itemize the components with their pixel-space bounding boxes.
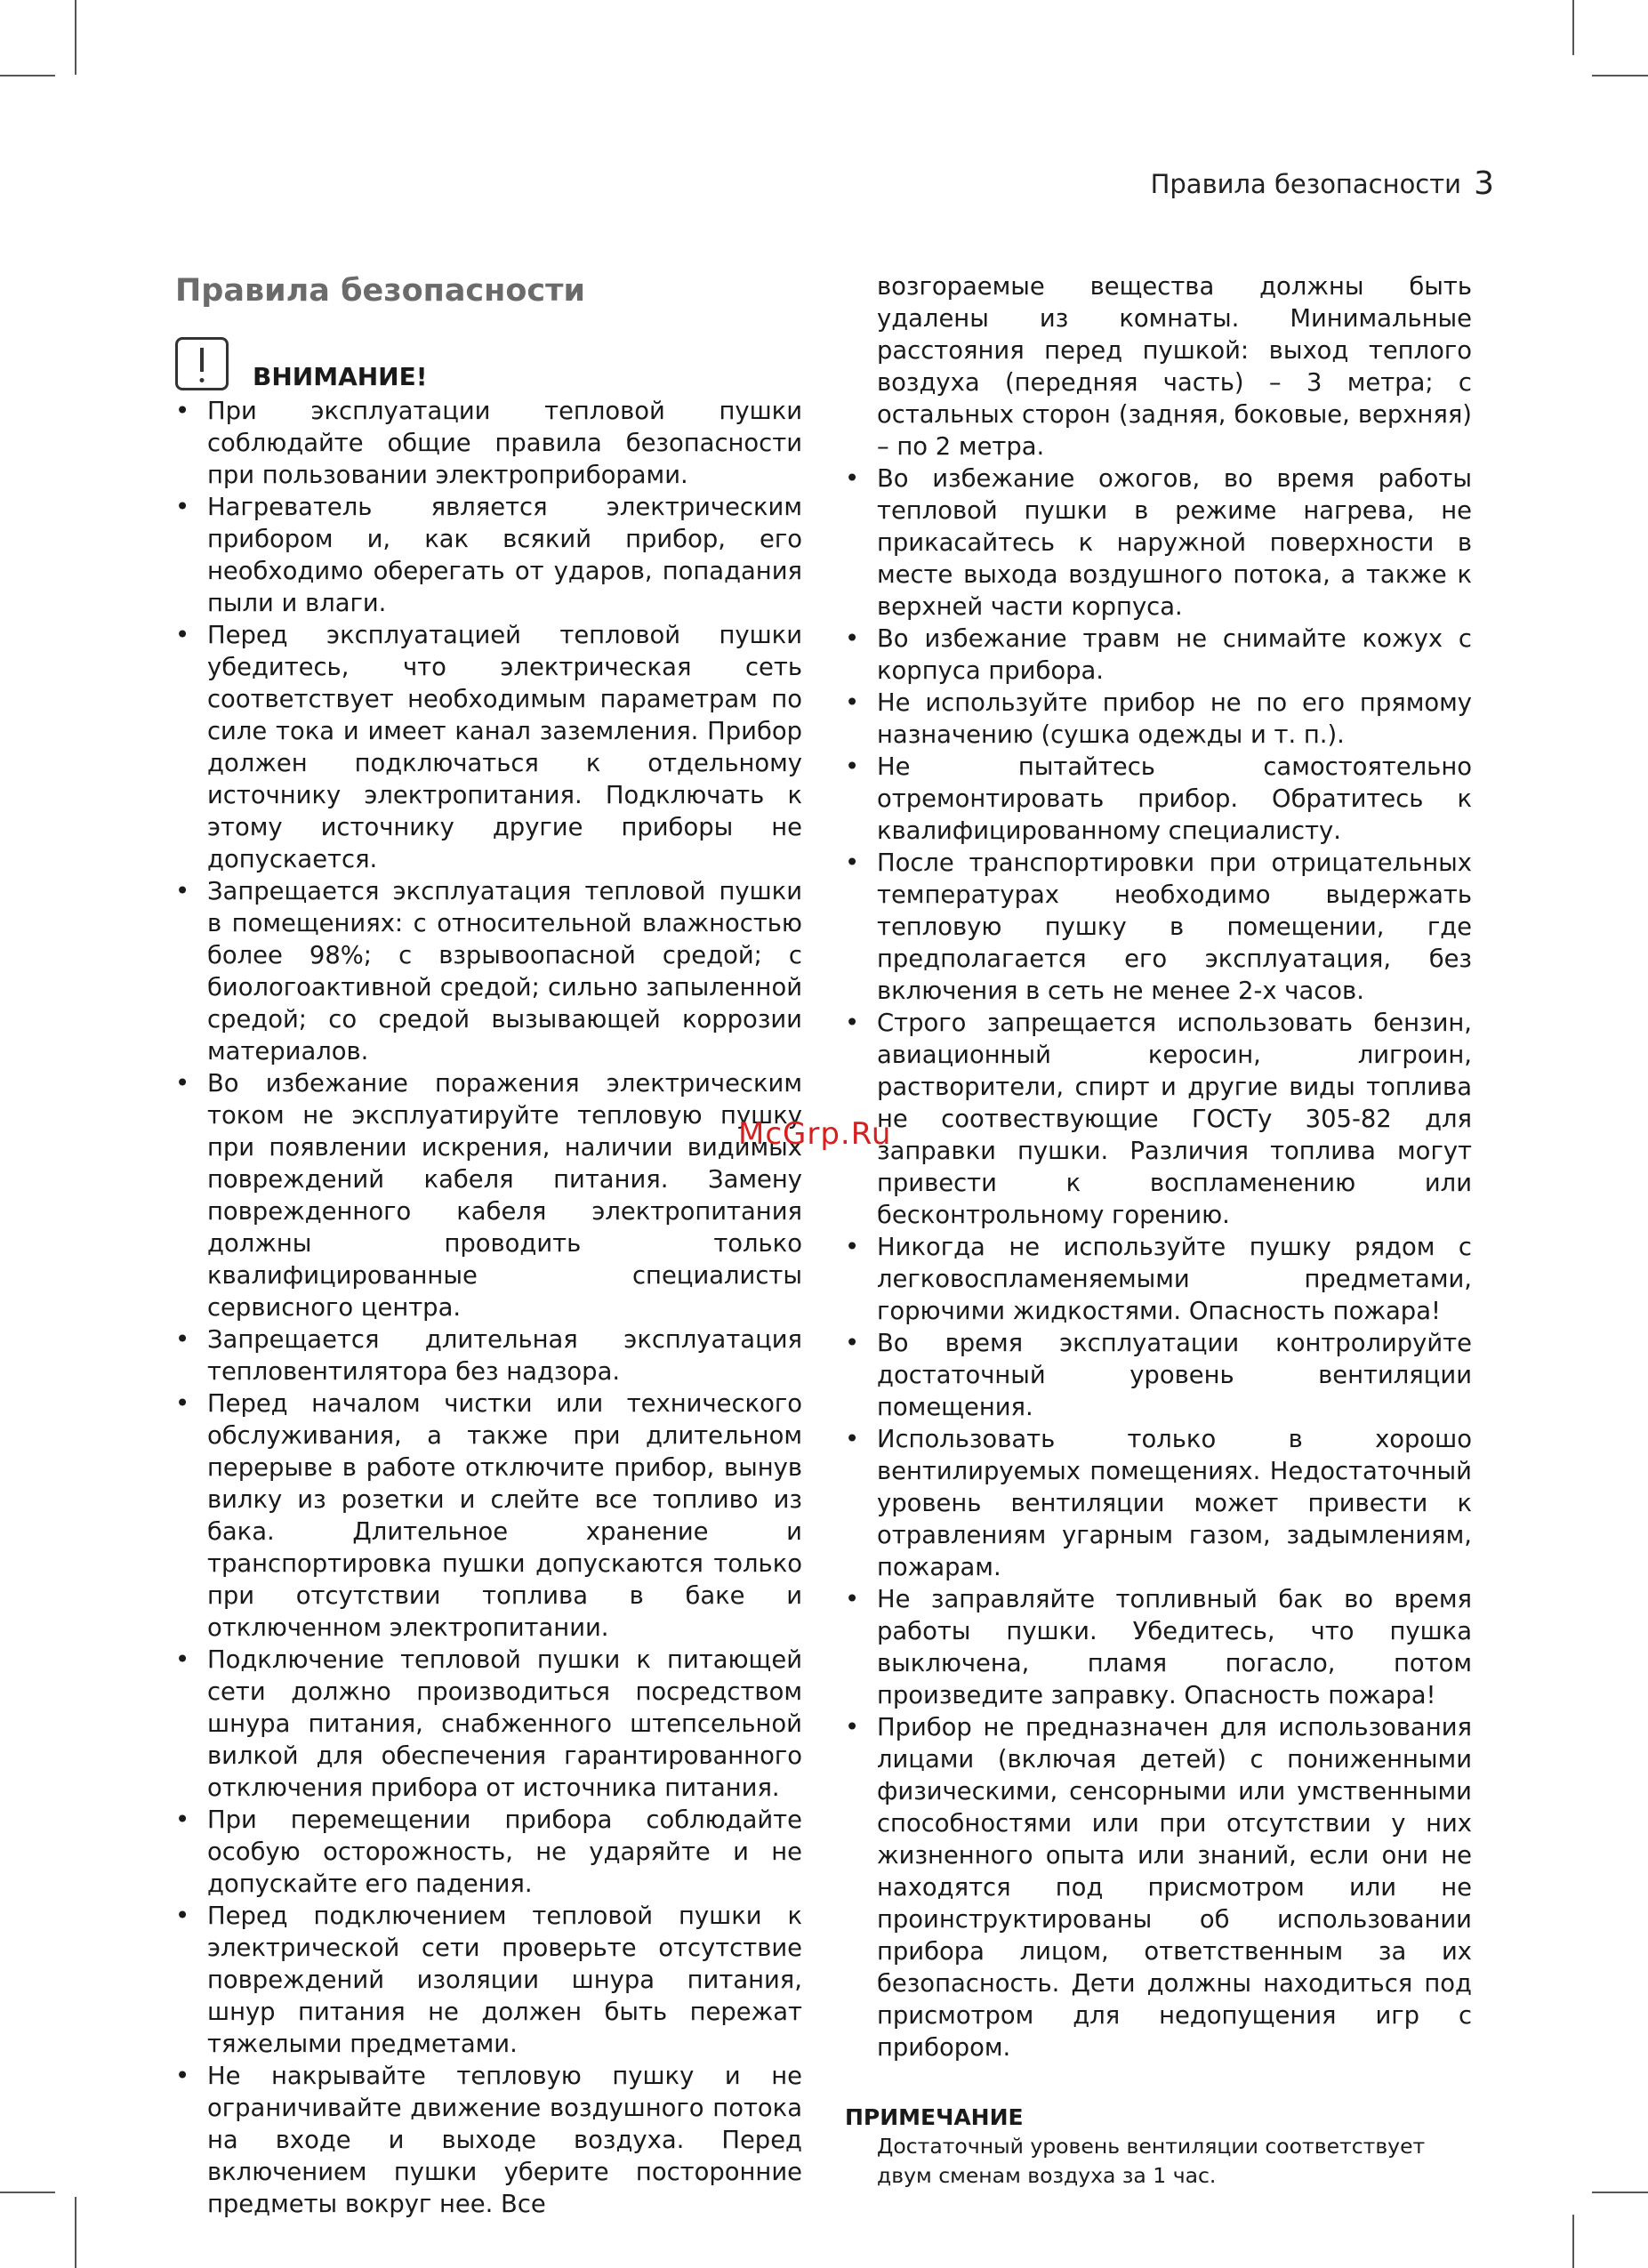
continued-text: возгораемые вещества должны быть удалены из комнаты. Минимальные расстояния перед пушкой: выход теплого воздуха (передняя часть) – 3 метра; с остальных сторон (задняя, боковые, верхняя) – по 2 метра. xyxy=(877,273,1472,461)
crop-mark xyxy=(1572,2215,1574,2268)
list-item: • Нагреватель является электрическим прибором и, как всякий прибор, его необходимо оберегать от ударов, попадания пыли и влаги. xyxy=(175,492,802,620)
list-item: • Подключение тепловой пушки к питающей сети должно производиться посредством шнура питания, снабженного штепсельной вилкой для обеспечения гарантированного отключения прибора от источника питания. xyxy=(175,1645,802,1805)
list-item: • Прибор не предназначен для использования лицами (включая детей) с пониженными физическими, сенсорными или умственными способностями или при отсутствии у них жизненного опыта или знаний, если они не находятся под присмотром или не проинструктированы об использовании прибора лицом, ответственным за их безопасность. Дети должны находиться под присмотром для недопущения игр с прибором. xyxy=(845,1712,1472,2064)
watermark: McGrp.Ru xyxy=(738,1116,892,1152)
list-item: • Не заправляйте топливный бак во время работы пушки. Убедитесь, что пушка выключена, пламя погасло, потом произведите заправку. Опасность пожара! xyxy=(845,1584,1472,1712)
safety-list-left xyxy=(175,396,802,2221)
list-item: • Использовать только в хорошо вентилируемых помещениях. Недостаточный уровень вентиляции может привести к отравлениям угарным газом, задымлениям, пожарам. xyxy=(845,1424,1472,1584)
list-item: • После транспортировки при отрицательных температурах необходимо выдержать тепловую пушку в помещении, где предполагается его эксплуатация, без включения в сеть не менее 2-х часов. xyxy=(845,848,1472,1008)
crop-mark xyxy=(0,2192,55,2193)
page-number: 3 xyxy=(1474,165,1494,202)
right-column xyxy=(845,271,1472,2191)
running-head: Правила безопасности xyxy=(1150,169,1461,199)
list-item: • Перед началом чистки или технического обслуживания, а также при длительном перерыве в работе отключите прибор, вынув вилку из розетки и слейте все топливо из бака. Длительное хранение и транспортировка пушки допускаются только при отсутствии топлива в баке и отключенном электропитании. xyxy=(175,1388,802,1645)
list-item: • Перед эксплуатацией тепловой пушки убедитесь, что электрическая сеть соответствует необходимым параметрам по силе тока и имеет канал заземления. Прибор должен подключаться к отдельному источнику электропитания. Подключать к этому источнику другие приборы не допускается. xyxy=(175,620,802,876)
list-item: • Не пытайтесь самостоятельно отремонтировать прибор. Обратитесь к квалифицированному специалисту. xyxy=(845,752,1472,848)
list-item: • Не накрывайте тепловую пушку и не ограничивайте движение воздушного потока на входе и выходе воздуха. Перед включением пушки уберите посторонние предметы вокруг нее. Все xyxy=(175,2061,802,2221)
crop-mark xyxy=(1592,75,1648,76)
crop-mark xyxy=(1572,0,1574,55)
list-item: • Во избежание травм не снимайте кожух с корпуса прибора. xyxy=(845,623,1472,688)
list-item: • Во избежание ожогов, во время работы тепловой пушки в режиме нагрева, не прикасайтесь к наружной поверхности в месте выхода воздушного потока, а также к верхней части корпуса. xyxy=(845,463,1472,623)
list-item: • Не используйте прибор не по его прямому назначению (сушка одежды и т. п.). xyxy=(845,688,1472,752)
safety-list-right xyxy=(845,463,1472,2064)
warning-label: ВНИМАНИЕ! xyxy=(253,362,428,391)
list-item: • Перед подключением тепловой пушки к электрической сети проверьте отсутствие повреждений изоляции шнура питания, шнур питания не должен быть пережат тяжелыми предметами. xyxy=(175,1901,802,2061)
section-title: Правила безопасности xyxy=(175,273,585,309)
crop-mark xyxy=(75,0,76,75)
list-item: • Запрещается эксплуатация тепловой пушки в помещениях: с относительной влажностью более 98%; с взрывоопасной средой; с биологоактивной средой; сильно запыленной средой; со средой вызывающей коррозии материалов. xyxy=(175,876,802,1068)
exclamation-icon xyxy=(175,337,229,390)
crop-mark xyxy=(75,2197,76,2268)
list-item: • При перемещении прибора соблюдайте особую осторожность, не ударяйте и не допускайте его падения. xyxy=(175,1805,802,1901)
list-item: • Никогда не используйте пушку рядом с легковоспламеняемыми предметами, горючими жидкостями. Опасность пожара! xyxy=(845,1232,1472,1328)
list-item: • Строго запрещается использовать бензин, авиационный керосин, лигроин, растворители, спирт и другие виды топлива не соотвествующие ГОСТу 305-82 для заправки пушки. Различия топлива могут привести к воспламенению или бесконтрольному горению. xyxy=(845,1008,1472,1232)
crop-mark xyxy=(0,75,55,76)
crop-mark xyxy=(1592,2192,1648,2193)
list-item: • Во избежание поражения электрическим током не эксплуатируйте тепловую пушку при появлении искрения, наличии видимых повреждений кабеля питания. Замену поврежденного кабеля электропитания должны проводить только квалифицированные специалисты сервисного центра. xyxy=(175,1068,802,1324)
list-item: • При эксплуатации тепловой пушки соблюдайте общие правила безопасности при пользовании электроприборами. xyxy=(175,396,802,492)
left-column xyxy=(175,271,802,2221)
note-heading: ПРИМЕЧАНИЕ xyxy=(845,2104,1024,2130)
list-item: • Запрещается длительная эксплуатация тепловентилятора без надзора. xyxy=(175,1324,802,1388)
warning-header xyxy=(175,337,802,390)
list-item: • Во время эксплуатации контролируйте достаточный уровень вентиляции помещения. xyxy=(845,1328,1472,1424)
note-text: Достаточный уровень вентиляции соответствует двум сменам воздуха за 1 час. xyxy=(877,2134,1426,2188)
